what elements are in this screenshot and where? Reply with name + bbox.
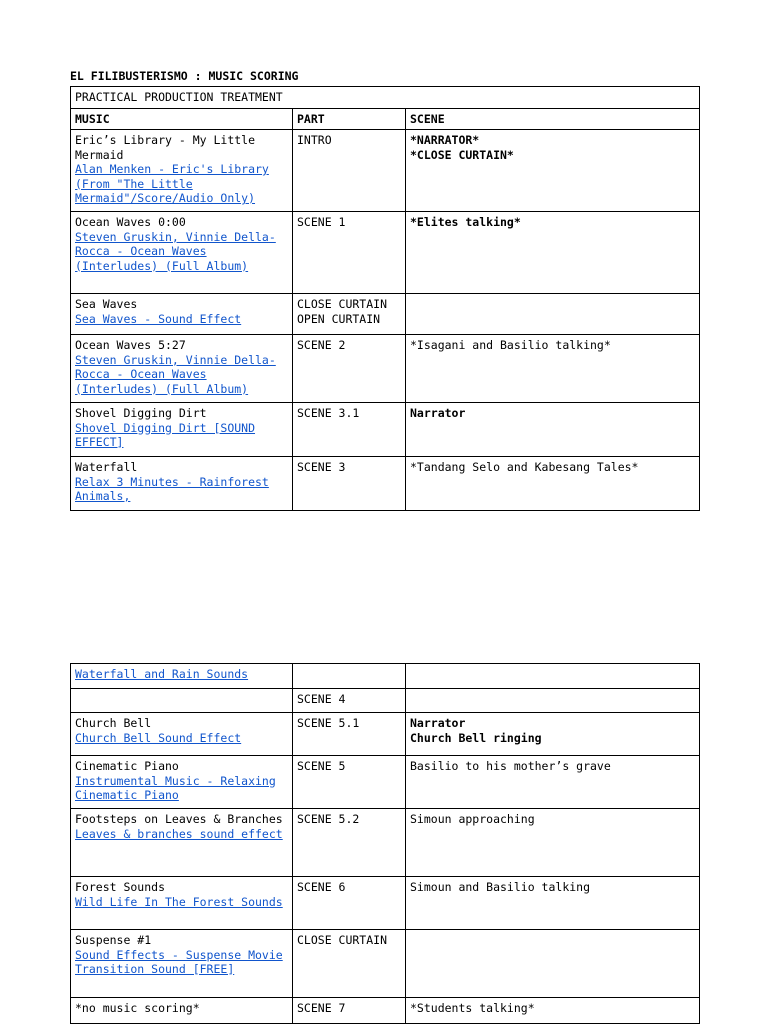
- scene-cell: [406, 756, 700, 809]
- music-title: Suspense #1: [75, 933, 152, 947]
- part-label: SCENE 1: [297, 215, 346, 229]
- part-label: SCENE 3: [297, 460, 346, 474]
- scene-cell: [406, 212, 700, 294]
- part-cell: [293, 664, 406, 689]
- music-cell: [71, 809, 293, 877]
- music-scoring-table: [70, 86, 700, 511]
- music-link[interactable]: Wild Life In The Forest Sounds: [75, 894, 283, 909]
- music-link[interactable]: Steven Gruskin, Vinnie Della-Rocca - Ocean Waves (Interludes) (Full Album): [75, 352, 276, 396]
- music-cell: [71, 212, 293, 294]
- scene-cell: [406, 294, 700, 335]
- scene-description: Basilio to his mother’s grave: [410, 759, 611, 773]
- music-link[interactable]: Church Bell Sound Effect: [75, 730, 242, 745]
- part-cell: [293, 998, 406, 1024]
- scene-description: *NARRATOR*: [410, 133, 480, 147]
- music-cell: [71, 335, 293, 403]
- part-label: SCENE 2: [297, 338, 346, 352]
- music-link[interactable]: Relax 3 Minutes - Rainforest Animals,: [75, 474, 269, 503]
- music-cell: [71, 130, 293, 212]
- part-cell: [293, 930, 406, 998]
- part-label: INTRO: [297, 133, 332, 147]
- music-cell: [71, 403, 293, 457]
- table-row: [71, 403, 700, 457]
- music-title: Cinematic Piano: [75, 759, 179, 773]
- scene-cell: [406, 335, 700, 403]
- scene-description: Church Bell ringing: [410, 730, 542, 745]
- music-link[interactable]: Instrumental Music - Relaxing Cinematic Piano: [75, 773, 276, 802]
- table-row: [71, 877, 700, 930]
- table-row: [71, 130, 700, 212]
- document-title: EL FILIBUSTERISMO : MUSIC SCORING: [70, 69, 299, 83]
- part-cell: [293, 756, 406, 809]
- scene-cell: [406, 998, 700, 1024]
- scene-cell: [406, 403, 700, 457]
- music-cell: [71, 664, 293, 689]
- scene-description: *Tandang Selo and Kabesang Tales*: [410, 460, 639, 474]
- part-label: CLOSE CURTAIN: [297, 297, 388, 311]
- part-cell: [293, 212, 406, 294]
- music-title: Forest Sounds: [75, 880, 166, 894]
- part-cell: [293, 403, 406, 457]
- scene-cell: [406, 689, 700, 713]
- table-row: [71, 713, 700, 756]
- music-title: Eric’s Library - My Little Mermaid: [75, 133, 256, 162]
- music-title: Footsteps on Leaves & Branches: [75, 812, 283, 826]
- table-row: [71, 809, 700, 877]
- table-row: [71, 294, 700, 335]
- part-label: SCENE 5.1: [297, 716, 360, 730]
- music-title: Church Bell: [75, 716, 152, 730]
- scene-description: Simoun and Basilio talking: [410, 880, 591, 894]
- music-link[interactable]: Steven Gruskin, Vinnie Della-Rocca - Ocean Waves (Interludes) (Full Album): [75, 229, 276, 273]
- music-title: *no music scoring*: [75, 1001, 200, 1015]
- part-cell: [293, 713, 406, 756]
- table-row: [71, 689, 700, 713]
- music-link[interactable]: Sound Effects - Suspense Movie Transition Sound [FREE]: [75, 947, 283, 976]
- scene-cell: [406, 664, 700, 689]
- table-row: [71, 212, 700, 294]
- music-cell: [71, 930, 293, 998]
- table-row: [71, 335, 700, 403]
- table-row: [71, 930, 700, 998]
- scene-cell: [406, 130, 700, 212]
- part-cell: [293, 457, 406, 511]
- part-cell: [293, 809, 406, 877]
- part-label: SCENE 5: [297, 759, 346, 773]
- scene-cell: [406, 809, 700, 877]
- part-label: SCENE 7: [297, 1001, 346, 1015]
- music-link[interactable]: Waterfall and Rain Sounds: [75, 667, 249, 681]
- part-label: SCENE 4: [297, 692, 346, 706]
- header-row: [71, 108, 700, 130]
- scene-description: *Students talking*: [410, 1001, 535, 1015]
- music-title: Waterfall: [75, 460, 138, 474]
- part-label: SCENE 5.2: [297, 812, 360, 826]
- music-title: Ocean Waves 0:00: [75, 215, 186, 229]
- table-row: [71, 457, 700, 511]
- music-title: Sea Waves: [75, 297, 138, 311]
- music-link[interactable]: Leaves & branches sound effect: [75, 826, 283, 841]
- table-row: [71, 756, 700, 809]
- music-link[interactable]: Sea Waves - Sound Effect: [75, 311, 242, 326]
- part-label: OPEN CURTAIN: [297, 311, 381, 326]
- music-cell: [71, 689, 293, 713]
- scene-cell: [406, 457, 700, 511]
- music-title: Shovel Digging Dirt: [75, 406, 207, 420]
- part-cell: [293, 294, 406, 335]
- scene-description: *Elites talking*: [410, 215, 521, 229]
- header-part: PART: [293, 108, 406, 130]
- music-cell: [71, 713, 293, 756]
- part-cell: [293, 130, 406, 212]
- scene-description: *CLOSE CURTAIN*: [410, 147, 514, 162]
- part-cell: [293, 689, 406, 713]
- music-cell: [71, 457, 293, 511]
- scene-description: Simoun approaching: [410, 812, 535, 826]
- music-link[interactable]: Shovel Digging Dirt [SOUND EFFECT]: [75, 420, 256, 449]
- scene-description: *Isagani and Basilio talking*: [410, 338, 611, 352]
- part-label: SCENE 6: [297, 880, 346, 894]
- treatment-cell: PRACTICAL PRODUCTION TREATMENT: [71, 87, 700, 109]
- part-cell: [293, 877, 406, 930]
- scene-description: Narrator: [410, 406, 466, 420]
- part-label: SCENE 3.1: [297, 406, 360, 420]
- header-music: MUSIC: [71, 108, 293, 130]
- header-scene: SCENE: [406, 108, 700, 130]
- music-cell: [71, 998, 293, 1024]
- scene-cell: [406, 877, 700, 930]
- table-row: [71, 664, 700, 689]
- music-title: Ocean Waves 5:27: [75, 338, 186, 352]
- treatment-row: [71, 87, 700, 109]
- music-cell: [71, 294, 293, 335]
- scene-cell: [406, 713, 700, 756]
- music-link[interactable]: Alan Menken - Eric's Library (From "The Little Mermaid"/Score/Audio Only): [75, 162, 269, 205]
- scene-description: Narrator: [410, 716, 466, 730]
- part-label: CLOSE CURTAIN: [297, 933, 388, 947]
- scene-cell: [406, 930, 700, 998]
- music-scoring-table-continued: [70, 663, 700, 1024]
- part-cell: [293, 335, 406, 403]
- music-cell: [71, 877, 293, 930]
- music-cell: [71, 756, 293, 809]
- table-row: [71, 998, 700, 1024]
